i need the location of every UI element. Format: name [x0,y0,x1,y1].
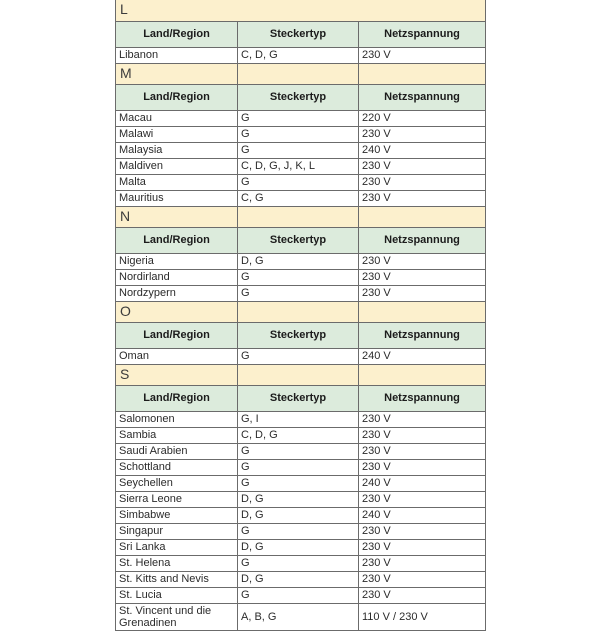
voltage-cell: 230 V [359,190,486,206]
plugtype-cell: G [238,443,359,459]
column-header-row [116,84,486,110]
voltage-cell: 230 V [359,427,486,443]
voltage-cell: 240 V [359,142,486,158]
country-cell: Salomonen [116,411,238,427]
plugtype-cell: G [238,269,359,285]
country-cell: Sierra Leone [116,491,238,507]
column-header-steckertyp: Steckertyp [238,322,359,348]
plugtype-cell: C, D, G, J, K, L [238,158,359,174]
plugtype-cell: G [238,587,359,603]
section-letter-L: L [116,0,486,21]
country-row [116,142,486,158]
plugtype-cell: D, G [238,491,359,507]
country-cell: Maldiven [116,158,238,174]
section-row-M [116,63,486,84]
voltage-cell: 230 V [359,174,486,190]
section-empty-cell [238,364,359,385]
voltage-cell: 230 V [359,158,486,174]
country-cell: Mauritius [116,190,238,206]
voltage-cell: 230 V [359,126,486,142]
column-header-netzspannung: Netzspannung [359,84,486,110]
country-row [116,158,486,174]
plugtype-cell: G [238,285,359,301]
plugtype-cell: D, G [238,539,359,555]
column-header-netzspannung: Netzspannung [359,322,486,348]
country-row [116,587,486,603]
country-row [116,523,486,539]
voltage-cell: 230 V [359,523,486,539]
column-header-steckertyp: Steckertyp [238,84,359,110]
plug-voltage-table [115,0,486,631]
country-cell: Oman [116,348,238,364]
plugtype-cell: C, G [238,190,359,206]
country-row [116,571,486,587]
column-header-steckertyp: Steckertyp [238,227,359,253]
country-cell: Nordirland [116,269,238,285]
plugtype-cell: D, G [238,253,359,269]
voltage-cell: 230 V [359,571,486,587]
country-row [116,507,486,523]
country-row [116,539,486,555]
country-row [116,126,486,142]
country-row [116,47,486,63]
country-row [116,110,486,126]
country-cell: Libanon [116,47,238,63]
country-cell: Singapur [116,523,238,539]
voltage-cell: 240 V [359,348,486,364]
voltage-cell: 230 V [359,253,486,269]
country-row [116,603,486,630]
country-row [116,443,486,459]
section-letter-N: N [116,206,238,227]
section-row-N [116,206,486,227]
column-header-land-region: Land/Region [116,322,238,348]
section-letter-M: M [116,63,238,84]
voltage-cell: 230 V [359,269,486,285]
country-cell: Simbabwe [116,507,238,523]
plugtype-cell: G [238,348,359,364]
country-row [116,459,486,475]
country-cell: Sambia [116,427,238,443]
column-header-netzspannung: Netzspannung [359,21,486,47]
plugtype-cell: A, B, G [238,603,359,630]
voltage-cell: 230 V [359,47,486,63]
plugtype-cell: G, I [238,411,359,427]
plugtype-cell: G [238,174,359,190]
plugtype-cell: C, D, G [238,427,359,443]
column-header-land-region: Land/Region [116,84,238,110]
voltage-cell: 240 V [359,507,486,523]
voltage-cell: 240 V [359,475,486,491]
country-cell: Nigeria [116,253,238,269]
column-header-row [116,322,486,348]
voltage-cell: 230 V [359,587,486,603]
country-row [116,190,486,206]
country-cell: Schottland [116,459,238,475]
plugtype-cell: G [238,110,359,126]
country-cell: St. Vincent und die Grenadinen [116,603,238,630]
section-row-L [116,0,486,21]
column-header-steckertyp: Steckertyp [238,385,359,411]
column-header-land-region: Land/Region [116,227,238,253]
voltage-cell: 230 V [359,443,486,459]
country-cell: St. Kitts and Nevis [116,571,238,587]
country-cell: St. Helena [116,555,238,571]
section-row-O [116,301,486,322]
column-header-netzspannung: Netzspannung [359,385,486,411]
country-cell: Malawi [116,126,238,142]
country-row [116,491,486,507]
section-empty-cell [359,206,486,227]
column-header-row [116,227,486,253]
country-row [116,269,486,285]
column-header-steckertyp: Steckertyp [238,21,359,47]
section-row-S [116,364,486,385]
section-empty-cell [238,301,359,322]
plugtype-cell: G [238,459,359,475]
country-row [116,475,486,491]
country-row [116,427,486,443]
plugtype-cell: D, G [238,507,359,523]
section-empty-cell [359,301,486,322]
country-cell: Seychellen [116,475,238,491]
country-row [116,285,486,301]
voltage-cell: 230 V [359,285,486,301]
country-cell: Nordzypern [116,285,238,301]
voltage-cell: 230 V [359,459,486,475]
column-header-row [116,21,486,47]
section-letter-O: O [116,301,238,322]
column-header-land-region: Land/Region [116,21,238,47]
country-cell: Saudi Arabien [116,443,238,459]
voltage-cell: 230 V [359,411,486,427]
country-row [116,411,486,427]
column-header-row [116,385,486,411]
column-header-land-region: Land/Region [116,385,238,411]
plugtype-cell: D, G [238,571,359,587]
section-empty-cell [238,206,359,227]
country-cell: Malta [116,174,238,190]
country-row [116,555,486,571]
section-empty-cell [238,63,359,84]
column-header-netzspannung: Netzspannung [359,227,486,253]
plugtype-cell: G [238,475,359,491]
country-cell: Malaysia [116,142,238,158]
country-cell: Macau [116,110,238,126]
voltage-cell: 230 V [359,539,486,555]
country-cell: St. Lucia [116,587,238,603]
section-letter-S: S [116,364,238,385]
voltage-cell: 110 V / 230 V [359,603,486,630]
plugtype-cell: G [238,142,359,158]
plugtype-cell: G [238,523,359,539]
plugtype-cell: C, D, G [238,47,359,63]
voltage-cell: 220 V [359,110,486,126]
plugtype-cell: G [238,555,359,571]
plugtype-cell: G [238,126,359,142]
country-row [116,348,486,364]
country-cell: Sri Lanka [116,539,238,555]
country-row [116,174,486,190]
section-empty-cell [359,364,486,385]
voltage-cell: 230 V [359,491,486,507]
country-row [116,253,486,269]
section-empty-cell [359,63,486,84]
voltage-cell: 230 V [359,555,486,571]
